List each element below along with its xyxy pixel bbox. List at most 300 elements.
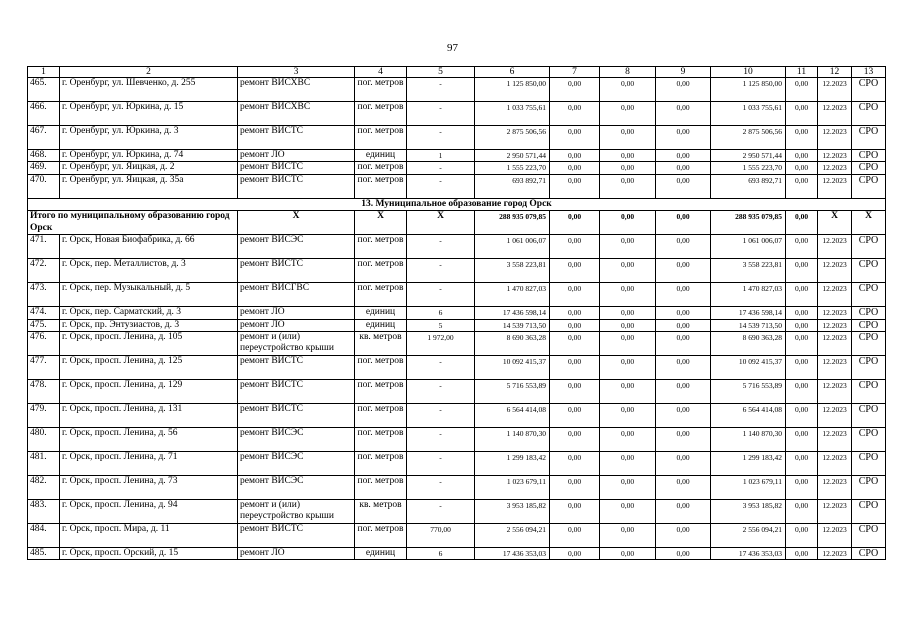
total-cost-cell: 1 061 006,07 (475, 235, 550, 259)
local-funds-cell: 0,00 (656, 307, 711, 319)
federal-funds-cell: 0,00 (550, 283, 600, 307)
total-cost-cell: 1 033 755,61 (475, 102, 550, 126)
quantity-cell: - (407, 283, 475, 307)
address-cell: г. Оренбург, ул. Яицкая, д. 35а (60, 174, 238, 198)
other-funds-cell: 0,00 (786, 404, 818, 428)
column-number-11: 11 (786, 67, 818, 78)
section-header-row (28, 198, 886, 210)
completion-date-cell: 12.2023 (818, 235, 852, 259)
table-row (28, 524, 886, 548)
regional-funds-cell: 0,00 (600, 319, 656, 331)
table-row (28, 548, 886, 560)
owner-funds-cell: 1 140 870,30 (711, 428, 786, 452)
regional-funds-cell: 0,00 (600, 102, 656, 126)
owner-funds-cell: 3 558 223,81 (711, 259, 786, 283)
owner-funds-cell: 8 690 363,28 (711, 332, 786, 356)
other-funds-cell: 0,00 (786, 283, 818, 307)
column-number-8: 8 (600, 67, 656, 78)
address-cell: г. Орск, просп. Орский, д. 15 (60, 548, 238, 560)
method-cell: СРО (852, 332, 886, 356)
column-number-5: 5 (407, 67, 475, 78)
table-row (28, 283, 886, 307)
owner-funds-cell: 1 023 679,11 (711, 476, 786, 500)
local-funds-cell: 0,00 (656, 126, 711, 150)
regional-funds-cell: 0,00 (600, 235, 656, 259)
federal-funds-cell: 0,00 (550, 150, 600, 162)
row-number: 468. (28, 150, 60, 162)
total-cost-cell: 1 023 679,11 (475, 476, 550, 500)
owner-funds-cell: 17 436 353,03 (711, 548, 786, 560)
work-type-cell: ремонт ВИСТС (238, 174, 355, 198)
total-cost-cell: 1 470 827,03 (475, 283, 550, 307)
address-cell: г. Орск, Новая Биофабрика, д. 66 (60, 235, 238, 259)
owner-funds-cell: 2 875 506,56 (711, 126, 786, 150)
method-cell: СРО (852, 500, 886, 524)
work-type-cell: ремонт ЛО (238, 319, 355, 331)
table-row (28, 356, 886, 380)
owner-funds-cell: 2 950 571,44 (711, 150, 786, 162)
unit-cell: кв. метров (355, 332, 407, 356)
local-funds-cell: 0,00 (656, 259, 711, 283)
quantity-cell: 6 (407, 307, 475, 319)
table-row (28, 235, 886, 259)
quantity-cell: - (407, 500, 475, 524)
quantity-cell: - (407, 428, 475, 452)
local-funds-cell: 0,00 (656, 476, 711, 500)
total-work-type: X (238, 211, 355, 235)
row-number: 478. (28, 380, 60, 404)
total-row (28, 211, 886, 235)
unit-cell: единиц (355, 150, 407, 162)
regional-funds-cell: 0,00 (600, 548, 656, 560)
table-row (28, 307, 886, 319)
total-cost-cell: 8 690 363,28 (475, 332, 550, 356)
method-cell: СРО (852, 126, 886, 150)
method-cell: СРО (852, 452, 886, 476)
total-local: 0,00 (656, 211, 711, 235)
address-cell: г. Орск, просп. Ленина, д. 94 (60, 500, 238, 524)
total-cost-cell: 3 558 223,81 (475, 259, 550, 283)
unit-cell: пог. метров (355, 259, 407, 283)
federal-funds-cell: 0,00 (550, 548, 600, 560)
table-row (28, 162, 886, 174)
owner-funds-cell: 14 539 713,50 (711, 319, 786, 331)
column-number-2: 2 (60, 67, 238, 78)
quantity-cell: 770,00 (407, 524, 475, 548)
completion-date-cell: 12.2023 (818, 319, 852, 331)
local-funds-cell: 0,00 (656, 404, 711, 428)
regional-funds-cell: 0,00 (600, 307, 656, 319)
owner-funds-cell: 10 092 415,37 (711, 356, 786, 380)
regional-funds-cell: 0,00 (600, 150, 656, 162)
method-cell: СРО (852, 476, 886, 500)
method-cell: СРО (852, 162, 886, 174)
unit-cell: пог. метров (355, 380, 407, 404)
address-cell: г. Оренбург, ул. Юркина, д. 3 (60, 126, 238, 150)
other-funds-cell: 0,00 (786, 428, 818, 452)
other-funds-cell: 0,00 (786, 332, 818, 356)
work-type-cell: ремонт ВИСТС (238, 524, 355, 548)
method-cell: СРО (852, 356, 886, 380)
method-cell: СРО (852, 319, 886, 331)
unit-cell: пог. метров (355, 174, 407, 198)
method-cell: СРО (852, 548, 886, 560)
regional-funds-cell: 0,00 (600, 356, 656, 380)
quantity-cell: 1 (407, 150, 475, 162)
capital-repair-table (27, 66, 886, 560)
row-number: 465. (28, 78, 60, 102)
quantity-cell: - (407, 235, 475, 259)
table-row (28, 404, 886, 428)
other-funds-cell: 0,00 (786, 380, 818, 404)
unit-cell: пог. метров (355, 102, 407, 126)
completion-date-cell: 12.2023 (818, 259, 852, 283)
method-cell: СРО (852, 404, 886, 428)
local-funds-cell: 0,00 (656, 356, 711, 380)
local-funds-cell: 0,00 (656, 332, 711, 356)
federal-funds-cell: 0,00 (550, 78, 600, 102)
work-type-cell: ремонт и (или) переустройство крыши (238, 332, 355, 356)
table-row (28, 150, 886, 162)
federal-funds-cell: 0,00 (550, 259, 600, 283)
quantity-cell: - (407, 356, 475, 380)
other-funds-cell: 0,00 (786, 150, 818, 162)
table-body (28, 67, 886, 560)
total-cost: 288 935 079,85 (475, 211, 550, 235)
total-owner: 288 935 079,85 (711, 211, 786, 235)
completion-date-cell: 12.2023 (818, 162, 852, 174)
local-funds-cell: 0,00 (656, 283, 711, 307)
table-row (28, 380, 886, 404)
regional-funds-cell: 0,00 (600, 283, 656, 307)
column-number-3: 3 (238, 67, 355, 78)
other-funds-cell: 0,00 (786, 235, 818, 259)
completion-date-cell: 12.2023 (818, 404, 852, 428)
other-funds-cell: 0,00 (786, 548, 818, 560)
regional-funds-cell: 0,00 (600, 500, 656, 524)
address-cell: г. Орск, пер. Сарматский, д. 3 (60, 307, 238, 319)
total-date: X (818, 211, 852, 235)
unit-cell: пог. метров (355, 428, 407, 452)
total-cost-cell: 693 892,71 (475, 174, 550, 198)
table-row (28, 102, 886, 126)
column-number-13: 13 (852, 67, 886, 78)
column-number-6: 6 (475, 67, 550, 78)
table-row (28, 174, 886, 198)
regional-funds-cell: 0,00 (600, 476, 656, 500)
method-cell: СРО (852, 307, 886, 319)
completion-date-cell: 12.2023 (818, 548, 852, 560)
row-number: 476. (28, 332, 60, 356)
completion-date-cell: 12.2023 (818, 150, 852, 162)
address-cell: г. Оренбург, ул. Юркина, д. 74 (60, 150, 238, 162)
regional-funds-cell: 0,00 (600, 162, 656, 174)
quantity-cell: - (407, 259, 475, 283)
quantity-cell: - (407, 126, 475, 150)
address-cell: г. Орск, пер. Металлистов, д. 3 (60, 259, 238, 283)
owner-funds-cell: 3 953 185,82 (711, 500, 786, 524)
column-number-7: 7 (550, 67, 600, 78)
total-cost-cell: 17 436 353,03 (475, 548, 550, 560)
work-type-cell: ремонт ЛО (238, 307, 355, 319)
method-cell: СРО (852, 174, 886, 198)
federal-funds-cell: 0,00 (550, 235, 600, 259)
owner-funds-cell: 17 436 598,14 (711, 307, 786, 319)
quantity-cell: - (407, 476, 475, 500)
total-cost-cell: 1 555 223,70 (475, 162, 550, 174)
quantity-cell: - (407, 174, 475, 198)
unit-cell: пог. метров (355, 452, 407, 476)
quantity-cell: 6 (407, 548, 475, 560)
total-cost-cell: 2 950 571,44 (475, 150, 550, 162)
completion-date-cell: 12.2023 (818, 500, 852, 524)
regional-funds-cell: 0,00 (600, 332, 656, 356)
regional-funds-cell: 0,00 (600, 380, 656, 404)
local-funds-cell: 0,00 (656, 162, 711, 174)
other-funds-cell: 0,00 (786, 102, 818, 126)
unit-cell: пог. метров (355, 524, 407, 548)
address-cell: г. Орск, просп. Ленина, д. 71 (60, 452, 238, 476)
work-type-cell: ремонт ВИСТС (238, 380, 355, 404)
federal-funds-cell: 0,00 (550, 380, 600, 404)
method-cell: СРО (852, 428, 886, 452)
local-funds-cell: 0,00 (656, 428, 711, 452)
method-cell: СРО (852, 259, 886, 283)
column-number-9: 9 (656, 67, 711, 78)
local-funds-cell: 0,00 (656, 235, 711, 259)
table-row (28, 500, 886, 524)
local-funds-cell: 0,00 (656, 150, 711, 162)
work-type-cell: ремонт ВИСЭС (238, 476, 355, 500)
total-federal: 0,00 (550, 211, 600, 235)
completion-date-cell: 12.2023 (818, 380, 852, 404)
federal-funds-cell: 0,00 (550, 319, 600, 331)
work-type-cell: ремонт ВИСТС (238, 356, 355, 380)
row-number: 482. (28, 476, 60, 500)
other-funds-cell: 0,00 (786, 356, 818, 380)
local-funds-cell: 0,00 (656, 319, 711, 331)
federal-funds-cell: 0,00 (550, 102, 600, 126)
total-other: 0,00 (786, 211, 818, 235)
work-type-cell: ремонт ВИСЭС (238, 428, 355, 452)
unit-cell: единиц (355, 319, 407, 331)
row-number: 479. (28, 404, 60, 428)
column-number-row (28, 67, 886, 78)
total-label: Итого по муниципальному образованию город Орск (28, 211, 238, 235)
work-type-cell: ремонт ВИСТС (238, 162, 355, 174)
table-row (28, 126, 886, 150)
method-cell: СРО (852, 380, 886, 404)
column-number-10: 10 (711, 67, 786, 78)
quantity-cell: - (407, 404, 475, 428)
row-number: 481. (28, 452, 60, 476)
quantity-cell: 1 972,00 (407, 332, 475, 356)
row-number: 483. (28, 500, 60, 524)
table-row (28, 259, 886, 283)
local-funds-cell: 0,00 (656, 548, 711, 560)
address-cell: г. Оренбург, ул. Яицкая, д. 2 (60, 162, 238, 174)
completion-date-cell: 12.2023 (818, 452, 852, 476)
row-number: 475. (28, 319, 60, 331)
method-cell: СРО (852, 150, 886, 162)
total-cost-cell: 1 125 850,00 (475, 78, 550, 102)
work-type-cell: ремонт ВИСЭС (238, 235, 355, 259)
completion-date-cell: 12.2023 (818, 307, 852, 319)
owner-funds-cell: 693 892,71 (711, 174, 786, 198)
quantity-cell: - (407, 78, 475, 102)
completion-date-cell: 12.2023 (818, 356, 852, 380)
total-unit: X (355, 211, 407, 235)
method-cell: СРО (852, 524, 886, 548)
federal-funds-cell: 0,00 (550, 500, 600, 524)
completion-date-cell: 12.2023 (818, 78, 852, 102)
federal-funds-cell: 0,00 (550, 162, 600, 174)
owner-funds-cell: 6 564 414,08 (711, 404, 786, 428)
completion-date-cell: 12.2023 (818, 174, 852, 198)
total-cost-cell: 17 436 598,14 (475, 307, 550, 319)
federal-funds-cell: 0,00 (550, 524, 600, 548)
owner-funds-cell: 5 716 553,89 (711, 380, 786, 404)
other-funds-cell: 0,00 (786, 500, 818, 524)
other-funds-cell: 0,00 (786, 174, 818, 198)
total-cost-cell: 3 953 185,82 (475, 500, 550, 524)
method-cell: СРО (852, 78, 886, 102)
column-number-12: 12 (818, 67, 852, 78)
unit-cell: пог. метров (355, 356, 407, 380)
address-cell: г. Орск, просп. Ленина, д. 131 (60, 404, 238, 428)
federal-funds-cell: 0,00 (550, 332, 600, 356)
row-number: 470. (28, 174, 60, 198)
row-number: 472. (28, 259, 60, 283)
regional-funds-cell: 0,00 (600, 404, 656, 428)
quantity-cell: - (407, 452, 475, 476)
unit-cell: пог. метров (355, 404, 407, 428)
local-funds-cell: 0,00 (656, 78, 711, 102)
federal-funds-cell: 0,00 (550, 307, 600, 319)
unit-cell: единиц (355, 548, 407, 560)
other-funds-cell: 0,00 (786, 126, 818, 150)
method-cell: СРО (852, 235, 886, 259)
row-number: 471. (28, 235, 60, 259)
regional-funds-cell: 0,00 (600, 126, 656, 150)
unit-cell: единиц (355, 307, 407, 319)
local-funds-cell: 0,00 (656, 102, 711, 126)
unit-cell: кв. метров (355, 500, 407, 524)
page-number: 97 (447, 42, 458, 54)
federal-funds-cell: 0,00 (550, 404, 600, 428)
unit-cell: пог. метров (355, 283, 407, 307)
column-number-1: 1 (28, 67, 60, 78)
address-cell: г. Орск, просп. Мира, д. 11 (60, 524, 238, 548)
table-row (28, 476, 886, 500)
completion-date-cell: 12.2023 (818, 524, 852, 548)
work-type-cell: ремонт ВИСХВС (238, 102, 355, 126)
method-cell: СРО (852, 102, 886, 126)
completion-date-cell: 12.2023 (818, 126, 852, 150)
work-type-cell: ремонт и (или) переустройство крыши (238, 500, 355, 524)
local-funds-cell: 0,00 (656, 500, 711, 524)
address-cell: г. Орск, просп. Ленина, д. 125 (60, 356, 238, 380)
column-number-4: 4 (355, 67, 407, 78)
row-number: 484. (28, 524, 60, 548)
unit-cell: пог. метров (355, 126, 407, 150)
total-cost-cell: 1 299 183,42 (475, 452, 550, 476)
address-cell: г. Орск, просп. Ленина, д. 129 (60, 380, 238, 404)
other-funds-cell: 0,00 (786, 319, 818, 331)
row-number: 477. (28, 356, 60, 380)
total-regional: 0,00 (600, 211, 656, 235)
address-cell: г. Орск, просп. Ленина, д. 56 (60, 428, 238, 452)
unit-cell: пог. метров (355, 162, 407, 174)
table-row (28, 428, 886, 452)
completion-date-cell: 12.2023 (818, 476, 852, 500)
row-number: 469. (28, 162, 60, 174)
address-cell: г. Оренбург, ул. Юркина, д. 15 (60, 102, 238, 126)
local-funds-cell: 0,00 (656, 380, 711, 404)
quantity-cell: 5 (407, 319, 475, 331)
unit-cell: пог. метров (355, 78, 407, 102)
completion-date-cell: 12.2023 (818, 102, 852, 126)
row-number: 485. (28, 548, 60, 560)
work-type-cell: ремонт ЛО (238, 548, 355, 560)
table-row (28, 319, 886, 331)
federal-funds-cell: 0,00 (550, 452, 600, 476)
other-funds-cell: 0,00 (786, 307, 818, 319)
total-cost-cell: 5 716 553,89 (475, 380, 550, 404)
owner-funds-cell: 1 555 223,70 (711, 162, 786, 174)
address-cell: г. Орск, просп. Ленина, д. 105 (60, 332, 238, 356)
work-type-cell: ремонт ВИСЭС (238, 452, 355, 476)
address-cell: г. Орск, просп. Ленина, д. 73 (60, 476, 238, 500)
table-row (28, 452, 886, 476)
total-method: X (852, 211, 886, 235)
other-funds-cell: 0,00 (786, 259, 818, 283)
regional-funds-cell: 0,00 (600, 174, 656, 198)
row-number: 480. (28, 428, 60, 452)
work-type-cell: ремонт ВИСХВС (238, 78, 355, 102)
owner-funds-cell: 1 033 755,61 (711, 102, 786, 126)
other-funds-cell: 0,00 (786, 524, 818, 548)
federal-funds-cell: 0,00 (550, 356, 600, 380)
local-funds-cell: 0,00 (656, 174, 711, 198)
owner-funds-cell: 2 556 094,21 (711, 524, 786, 548)
regional-funds-cell: 0,00 (600, 259, 656, 283)
work-type-cell: ремонт ВИСТС (238, 126, 355, 150)
regional-funds-cell: 0,00 (600, 428, 656, 452)
completion-date-cell: 12.2023 (818, 428, 852, 452)
total-cost-cell: 14 539 713,50 (475, 319, 550, 331)
table-row (28, 78, 886, 102)
row-number: 467. (28, 126, 60, 150)
quantity-cell: - (407, 102, 475, 126)
completion-date-cell: 12.2023 (818, 283, 852, 307)
quantity-cell: - (407, 380, 475, 404)
total-quantity: X (407, 211, 475, 235)
other-funds-cell: 0,00 (786, 162, 818, 174)
unit-cell: пог. метров (355, 476, 407, 500)
work-type-cell: ремонт ВИСГВС (238, 283, 355, 307)
owner-funds-cell: 1 470 827,03 (711, 283, 786, 307)
table-row (28, 332, 886, 356)
completion-date-cell: 12.2023 (818, 332, 852, 356)
other-funds-cell: 0,00 (786, 476, 818, 500)
address-cell: г. Орск, пер. Музыкальный, д. 5 (60, 283, 238, 307)
row-number: 474. (28, 307, 60, 319)
regional-funds-cell: 0,00 (600, 452, 656, 476)
total-cost-cell: 6 564 414,08 (475, 404, 550, 428)
section-title: 13. Муниципальное образование город Орск (28, 198, 886, 210)
federal-funds-cell: 0,00 (550, 174, 600, 198)
